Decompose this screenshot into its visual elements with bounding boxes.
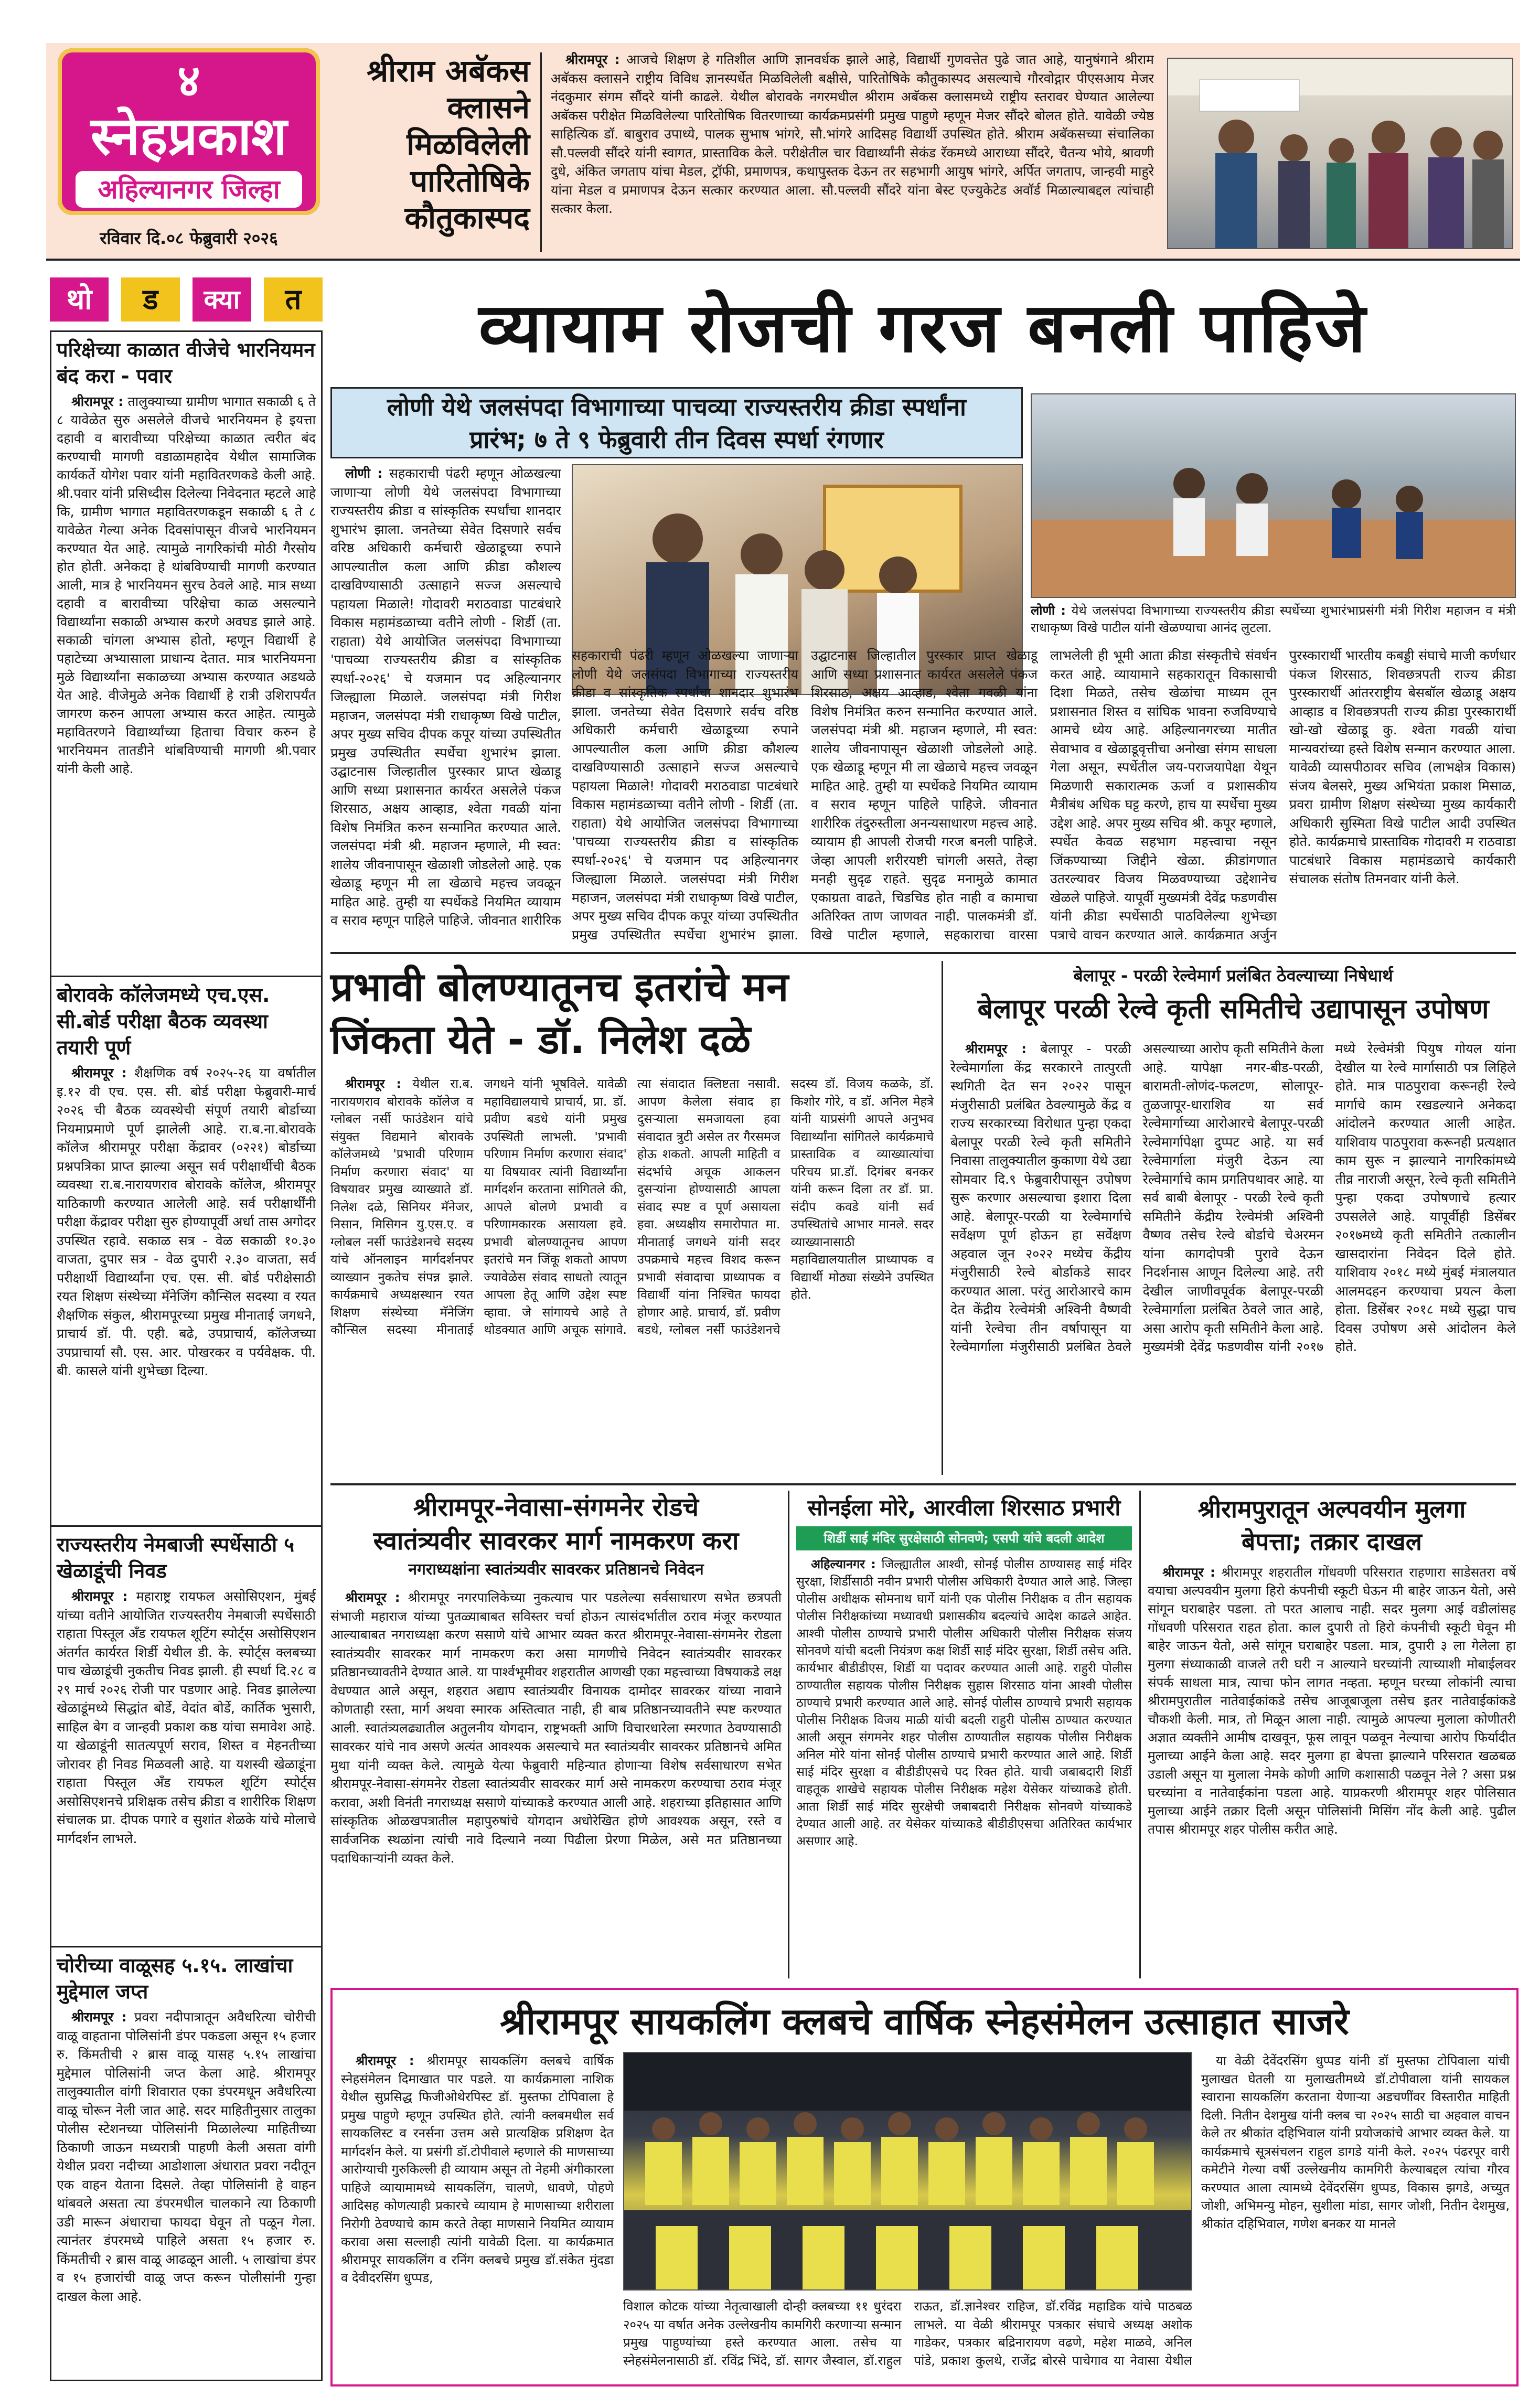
lead-body-columns xyxy=(572,646,1516,945)
cycling-body-left xyxy=(341,2052,614,2377)
article-text: आजचे शिक्षण हे गतिशील आणि ज्ञानवर्धक झाले आहे, विद्यार्थी गुणवत्तेत पुढे जात आहे, यानुषंगाने श्रीराम अबॅकस क्लासने राष्ट्रीय विविध ज्ञानस्पर्धेत मिळविलेली बक्षीसे, पारितोषिके कौतुकास्पद असल्याचे गौरवोद्गार पीएसआय मेजर नंदकुमार संगम सौंदरे यांनी काढले. येथील बोरावके नगरमधील श्रीराम अबॅकस क्लासमध्ये राष्ट्रीय स्तरावर घेण्यात आलेल्या अबॅकस परीक्षेत मिळविलेल्या पारितोषिक वितरणाच्या कार्यक्रमप्रसंगी प्रमुख पाहुणे म्हणून मेजर सौंदरे बोलत होते. यावेळी ज्येष्ठ साहित्यिक डॉ. बाबुराव उपाध्ये, पालक सुभाष भांगरे, सौ.भांगरे आदिसह विद्यार्थी उपस्थित होते. श्रीराम अबॅकसच्या संचालिका सौ.पल्लवी सौंदरे यांनी स्वागत, प्रास्ताविक केले. परीक्षेतील चार विद्यार्थ्यांनी सेकंड रॅकमध्ये आराध्या सौंदरे, चैतन्य भोये, श्रावणी दुधे, अंकित जगताप यांचा मेडल, ट्रॉफी, प्रमाणपत्र, कथापुस्तक देऊन तर सहभागी आयुष भांगरे, अर्पित जगताप, जान्हवी माहुरे यांना मेडल व प्रमाणपत्र देऊन सत्कार करण्यात आला. सौ.पल्लवी सौंदरे यांना बेस्ट एज्युकेटेड अवॉर्ड मिळाल्याबद्दल त्यांचाही सत्कार केला. xyxy=(551,52,1154,216)
dateline: श्रीरामपूर : xyxy=(965,1041,1027,1056)
savarkar-subheadline: नगराध्यक्षांना स्वातंत्र्यवीर सावरकर प्रतिष्ठानचे निवेदन xyxy=(408,1560,704,1579)
paper-title: स्नेहप्रकाश xyxy=(90,105,287,167)
lead-photo-caption xyxy=(1031,602,1516,639)
missing-body xyxy=(1148,1563,1516,1976)
page-number: ४ xyxy=(177,55,200,106)
lead-subheadline-1: लोणी येथे जलसंपदा विभागाच्या पाचव्या राज्यस्तरीय क्रीडा स्पर्धांना xyxy=(387,393,966,421)
sidebar-headline: चोरीच्या वाळूसह ५.१५. लाखांचा मुद्देमाल जप्त xyxy=(57,1954,293,2003)
dateline: श्रीरामपूर : xyxy=(71,2009,127,2025)
cycling-headline: श्रीरामपूर सायकलिंग क्लबचे वार्षिक स्नेहसंमेलन उत्साहात साजरे xyxy=(500,2000,1349,2043)
railway-kicker: बेलापूर - परळी रेल्वेमार्ग प्रलंबित ठेवल्याच्या निषेधार्थ xyxy=(1073,966,1393,986)
dateline: श्रीरामपूर : xyxy=(345,1590,400,1605)
article-text: तालुक्याच्या ग्रामीण भागात सकाळी ६ ते ८ यावेळेत सुरु असलेले वीजचे भारनियमन हे इयत्ता दहावी व बारावीच्या परिक्षेच्या काळात त्वरीत बंद करण्याची मागणी वडाळामहादेव येथील सामाजिक कार्यकर्ते योगेश पवार यांनी महावितरणकडे केली आहे. श्री.पवार यांनी प्रसिध्दीस दिलेल्या निवेदनात म्हटले आहे कि, ग्रामीण भागात महावितरणकडून सकाळी ६ ते ८ यावेळेत गेल्या अनेक दिवसांपासून वीजचे भारनियमन करण्यात येत आहे. त्यामुळे नागरिकांची मोठी गैरसोय होत होती. अनेकदा हे थांबविण्याची मागणी करण्यात आली, मात्र हे भारनियमन सुरच ठेवले आहे. मात्र सध्या दहावी व बारावीच्या परिक्षेचा काळ असल्याने विद्यार्थ्यांना सकाळी अभ्यास करणे अवघड झाले आहे. सकाळी चांगला अभ्यास होतो, म्हणून विद्यार्थी हे पहाटेच्या अभ्यासाला प्राधान्य देतात. मात्र भारनियमना मुळे विद्यार्थ्यांना सकाळच्या अभ्यास करण्यात अडथळे येत आहे. वीजेमुळे अनेक विद्यार्थी हे रात्री उशिरापर्यंत जागरण करुन आपला अभ्यास करत आहेत. त्यामुळे महावितरणने विद्यार्थ्यांच्या हिताचा विचार करुन हे भारनियमन तातडीने थांबविण्याची मागणी श्री.पवार यांनी केली आहे. xyxy=(57,394,316,776)
missing-headline xyxy=(1148,1493,1516,1558)
abacus-headline xyxy=(336,52,530,236)
edition-label xyxy=(76,171,302,208)
column-divider xyxy=(1139,1491,1141,1978)
sidebar-article xyxy=(57,1532,316,1939)
sidebar-article xyxy=(57,982,316,1520)
article-text-continued: सहकाराची पंढरी म्हणून ओळखल्या जाणाऱ्या लोणी येथे जलसंपदा विभागाच्या राज्यस्तरीय क्रीडा व सांस्कृतिक स्पर्धांचा शानदार शुभारंभ झाला. जनतेच्या सेवेत दिसणारे सर्वच वरिष्ठ अधिकारी कर्मचारी खेळाडूच्या रुपाने आपल्यातील कला आणि क्रीडा कौशल्य दाखविण्यासाठी उत्साहाने सज्ज असल्याचे पहायला मिळाले! गोदावरी मराठवाडा पाटबंधारे विकास महामंडळाच्या वतीने लोणी - शिर्डी (ता. राहाता) येथे आयोजित जलसंपदा विभागाच्या 'पाचव्या राज्यस्तरीय क्रीडा व सांस्कृतिक स्पर्धा-२०२६' चे यजमान पद अहिल्यानगर जिल्ह्याला मिळाले. जलसंपदा मंत्री गिरीश महाजन, जलसंपदा मंत्री राधाकृष्ण विखे पाटील, अपर मुख्य सचिव दीपक कपूर यांच्या उपस्थितीत प्रमुख उपस्थितीत स्पर्धेचा शुभारंभ झाला. उद्घाटनास जिल्हातील पुरस्कार प्राप्त खेळाडू आणि सध्या प्रशासनात कार्यरत असलेले पंकज शिरसाठ, अक्षय आव्हाड, श्वेता गवळी यांना विशेष निमंत्रित करुन सन्मानित करण्यात आले. जलसंपदा मंत्री श्री. महाजन म्हणाले, मी स्वत: शालेय जीवनापासून खेळाशी जोडलेलो आहे. एक खेळाडू म्हणून मी ला खेळाचे महत्त्व जवळून माहित आहे. तुम्ही या स्पर्धेकडे नियमित व्यायाम व सराव म्हणून पाहिले पाहिजे. जीवनात शारीरिक तंदुरुस्तीला अनन्यसाधारण महत्त्व आहे. व्यायाम ही आपली रोजची गरज बनली पाहिजे. जेव्हा आपली शरीरयष्टी चांगली असते, तेव्हा मनही सुदृढ राहते. सुदृढ मनामुळे कामात एकाग्रता वाढते, चिडचिड होत नाही व कामाचा अतिरिक्त ताण जाणवत नाही. पालकमंत्री डॉ. विखे पाटील म्हणाले, सहकाराचा वारसा लाभलेली ही भूमी आता क्रीडा संस्कृतीचे संवर्धन करत आहे. व्यायामाने सहकारातून विकासाची दिशा मिळते, तसेच खेळांचा माध्यम तून प्रशासनात शिस्त व सांघिक भावना रुजविण्याचे आमचे ध्येय आहे. अहिल्यानगरच्या मातीत सेवाभाव व खेळाडूवृत्तीचा अनोखा संगम साधला गेला असून, स्पर्धेतील जय-पराजयापेक्षा येथून मिळणारी सकारात्मक ऊर्जा व प्रशासकीय मैत्रीबंध अधिक घट्ट करणे, हाच या स्पर्धेचा मुख्य उद्देश आहे. अपर मुख्य सचिव श्री. कपूर म्हणाले, स्पर्धेत केवळ सहभाग महत्त्वाचा नसून जिंकण्याच्या जिद्दीने खेळा. क्रीडांगणात उतरल्यावर विजय मिळवण्याच्या उद्देशानेच खेळले पाहिजे. यापूर्वी मुख्यमंत्री देवेंद्र फडणवीस यांनी क्रीडा स्पर्धेसाठी पाठविलेल्या शुभेच्छा पत्राचे वाचन करण्यात आले. कार्यक्रमात अर्जुन पुरस्कारार्थी भारतीय कबड्डी संघाचे माजी कर्णधार पंकज शिरसाठ, शिवछत्रपती राज्य क्रीडा पुरस्कारार्थी आंतरराष्ट्रीय बेसबॉल खेळाडू अक्षय आव्हाड व शिवछत्रपती राज्य क्रीडा पुरस्कारार्थी खो-खो खेळाडू कु. श्वेता गवळी यांचा मान्यवरांच्या हस्ते विशेष सन्मान करण्यात आला. यावेळी व्यासपीठावर सचिव (लाभक्षेत्र विकास) संजय बेलसरे, मुख्य अभियंता प्रकाश मिसाळ, प्रवरा ग्रामीण शिक्षण संस्थेच्या मुख्य कार्यकारी अधिकारी सुस्मिता विखे पाटील आदी उपस्थित होते. कार्यक्रमाचे प्रास्ताविक गोदावरी म राठवाडा पाटबंधारे विकास महामंडळाचे कार्यकारी संचालक संतोष तिमनवार यांनी केले. xyxy=(572,648,1516,943)
sidebar-body xyxy=(57,2008,316,2375)
abacus-headline-line: मिळविलेली xyxy=(407,126,530,162)
sidebar-headline: बोरावके कॉलेजमध्ये एच.एस. सी.बोर्ड परीक्षा बैठक व्यवस्था तयारी पूर्ण xyxy=(57,983,270,1059)
caption-text: येथे जलसंपदा विभागाच्या राज्यस्तरीय क्रीडा स्पर्धेच्या शुभारंभाप्रसंगी मंत्री गिरीश महाजन व मंत्री राधाकृष्ण विखे पाटील यांनी खेळण्याचा आनंद लुटला. xyxy=(1031,603,1516,635)
masthead-logo xyxy=(58,48,320,215)
section-divider xyxy=(330,1483,1516,1485)
sidebar-body xyxy=(57,392,316,980)
group-photo-illustration xyxy=(1168,59,1513,249)
savarkar-headline-line: स्वातंत्र्यवीर सावरकर मार्ग नामकरण करा xyxy=(373,1526,739,1556)
police-subheadline-box xyxy=(796,1526,1132,1550)
dateline: श्रीरामपूर : xyxy=(356,2053,414,2068)
sidebar-divider xyxy=(51,976,321,977)
sidebar-headline: परिक्षेच्या काळात वीजेचे भारनियमन बंद करा - पवार xyxy=(57,338,315,388)
cycling-body-right xyxy=(1201,2052,1510,2377)
sidebar-headline: राज्यस्तरीय नेमबाजी स्पर्धेसाठी ५ खेळाडूंची निवड xyxy=(57,1533,295,1582)
cycling-mid-paragraph xyxy=(623,2297,1192,2379)
dateline: श्रीरामपूर : xyxy=(71,394,124,409)
article-text: जिल्ह्यातील आश्वी, सोनई पोलीस ठाण्यासह साई मंदिर सुरक्षा, शिर्डीसाठी नवीन प्रभारी पोलीस अधिकारी देण्यात आले आहे. जिल्हा पोलीस अधीक्षक सोमनाथ घार्गे यांनी एक पोलीस निरीक्षक व तीन सहायक पोलीस निरीक्षकांच्या मध्यावधी प्रशासकीय बदल्यांचे आदेश काढले आहेत. आश्वी पोलीस ठाण्याचे प्रभारी पोलीस अधिकारी पोलीस निरीक्षक संजय सोनवणे यांची बदली नियंत्रण कक्ष शिर्डी साई मंदिर सुरक्षा, शिर्डी तसेच अति. कार्यभार बीडीडीएस, शिर्डी या पदावर करण्यात आली आहे. राहुरी पोलीस ठाण्यातील सहायक पोलीस निरीक्षक सुहास शिरसाठ यांना आश्वी पोलीस ठाण्याचे प्रभारी करण्यात आले आहे. सोनई पोलीस ठाण्याचे प्रभारी सहायक पोलीस निरीक्षक विजय माळी यांची बदली राहुरी पोलीस ठाण्यात करण्यात आली असून संगमनेर शहर पोलीस ठाण्यातील सहायक पोलीस निरीक्षक अनिल मोरे यांना सोनई पोलीस ठाण्याचे प्रभारी करण्यात आले आहे. शिर्डी साई मंदिर सुरक्षा व बीडीडीएसचे पद रिक्त होते. याची जबाबदारी शिर्डी वाहतूक शाखेचे सहायक पोलीस निरीक्षक महेश येसेकर यांच्याकडे होती. आता शिर्डी साई मंदिर सुरक्षेची जबाबदारी निरीक्षक सोनवणे यांच्याकडे देण्यात आली आहे. तर येसेकर यांच्याकडे बीडीडीएसचा अतिरिक्त कार्यभार असणार आहे. xyxy=(796,1557,1132,1848)
edition-text: अहिल्यानगर जिल्हा xyxy=(98,174,280,205)
dateline: श्रीरामपूर : xyxy=(71,1065,127,1080)
speech-headline-line: प्रभावी बोलण्यातूनच इतरांचे मन xyxy=(330,964,789,1010)
brief-letter-1: थो xyxy=(50,277,109,322)
lead-subheadline-box xyxy=(330,387,1023,458)
kabaddi-photo-illustration xyxy=(1032,394,1516,598)
dateline: लोणी : xyxy=(345,466,383,481)
lead-headline: व्यायाम रोजची गरज बनली पाहिजे xyxy=(478,288,1368,368)
article-text: श्रीरामपूर नगरपालिकेच्या नुकत्याच पार पडलेल्या सर्वसाधारण सभेत छत्रपती संभाजी महाराज यांच्या पुतळ्याबाबत सविस्तर चर्चा होऊन त्यासंदर्भातील ठराव मंजूर करण्यात आल्याबाबत नगराध्यक्षा करण ससाणे यांचे आभार व्यक्त करत श्रीरामपूर-नेवासा-संगमनेर रोडला स्वातंत्र्यवीर सावरकर मार्ग नामकरण करा असा मागणीचे निवेदन स्वातंत्र्यवीर सावरकर प्रतिष्ठानच्यावतीने देण्यात आले. या पार्श्वभूमीवर शहरातील आणखी एका महत्त्वाच्या विषयाकडे लक्ष वेधण्यात आले असून, शहरात अद्याप स्वातंत्र्यवीर विनायक दामोदर सावरकर यांच्या नावाने कोणताही रस्ता, मार्ग अथवा स्मारक अस्तित्वात नाही, ही बाब प्रतिष्ठानच्यावतीने स्पष्ट करण्यात आली. स्वातंत्र्यलढ्यातील अतुलनीय योगदान, राष्ट्रभक्ती आणि विचारधारेला स्मरणात ठेवण्यासाठी सावरकर यांचे नाव असणे अत्यंत आवश्यक असल्याचे मत स्वातंत्र्यवीर सावरकर प्रतिष्ठानचे अमित मुथा यांनी व्यक्त केले. त्यामुळे येत्या फेब्रुवारी महिन्यात होणाऱ्या विशेष सर्वसाधारण सभेत श्रीरामपूर-नेवासा-संगमनेर रोडला स्वातंत्र्यवीर सावरकर मार्ग असे नामकरण करण्याचा ठराव मंजूर करावा, अशी विनंती नगराध्यक्ष ससाणे यांच्याकडे करण्यात आली आहे. शहराच्या इतिहासात आणि सांस्कृतिक ओळखपत्रातील महापुरुषांचे योगदान अधोरेखित होणे आवश्यक असून, रस्ते व सार्वजनिक स्थळांना त्यांची नावे दिल्याने नव्या पिढीला प्रेरणा मिळेल, असे मत प्रतिष्ठानच्या पदाधिकाऱ्यांनी व्यक्त केले. xyxy=(330,1590,782,1866)
brief-letter-3: क्या xyxy=(193,277,251,322)
brief-letter-2: ड xyxy=(121,277,180,322)
article-text: सहकाराची पंढरी म्हणून ओळखल्या जाणाऱ्या लोणी येथे जलसंपदा विभागाच्या राज्यस्तरीय क्रीडा व सांस्कृतिक स्पर्धांचा शानदार शुभारंभ झाला. जनतेच्या सेवेत दिसणारे सर्वच वरिष्ठ अधिकारी कर्मचारी खेळाडूच्या रुपाने आपल्यातील कला आणि क्रीडा कौशल्य दाखविण्यासाठी उत्साहाने सज्ज असल्याचे पहायला मिळाले! गोदावरी मराठवाडा पाटबंधारे विकास महामंडळाच्या वतीने लोणी - शिर्डी (ता. राहाता) येथे आयोजित जलसंपदा विभागाच्या 'पाचव्या राज्यस्तरीय क्रीडा व सांस्कृतिक स्पर्धा-२०२६' चे यजमान पद अहिल्यानगर जिल्ह्याला मिळाले. जलसंपदा मंत्री गिरीश महाजन, जलसंपदा मंत्री राधाकृष्ण विखे पाटील, अपर मुख्य सचिव दीपक कपूर यांच्या उपस्थितीत प्रमुख उपस्थितीत स्पर्धेचा शुभारंभ झाला. उद्घाटनास जिल्हातील पुरस्कार प्राप्त खेळाडू आणि सध्या प्रशासनात कार्यरत असलेले पंकज शिरसाठ, अक्षय आव्हाड, श्वेता गवळी यांना विशेष निमंत्रित करुन सन्मानित करण्यात आले. जलसंपदा मंत्री श्री. महाजन म्हणाले, मी स्वत: शालेय जीवनापासून खेळाशी जोडलेलो आहे. एक खेळाडू म्हणून मी ला खेळाचे महत्त्व जवळून माहित आहे. तुम्ही या स्पर्धेकडे नियमित व्यायाम व सराव म्हणून पाहिले पाहिजे. जीवनात शारीरिक xyxy=(330,466,561,928)
dateline: अहिल्यानगर : xyxy=(811,1557,876,1571)
brief-header xyxy=(50,274,323,324)
article-text: बेलापूर - परळी रेल्वेमार्गाला केंद्र सरकारने तात्पुरती स्थगिती देत सन २०२२ पासून मंजुरीसाठी प्रलंबित ठेवल्यामुळे केंद्र व राज्य सरकारच्या विरोधात पुन्हा एकदा बेलापूर परळी रेल्वे कृती समितीने निवासा तालुक्यातील कुकाणा येथे उद्या सोमवार दि.९ फेब्रुवारीपासून उपोषण सुरू करणार असल्याचा इशारा दिला आहे. बेलापूर-परळी या रेल्वेमार्गाचे सर्वेक्षण पूर्ण होऊन हा सर्वेक्षण अहवाल जून २०२२ मध्येच केंद्रीय मंजुरीसाठी रेल्वे बोर्डाकडे सादर करण्यात आला. परंतु आरोआरचे काम देत केंद्रीय रेल्वेमंत्री अश्विनी वैष्णवी यांनी रेल्वेचा तीन वर्षापासून या रेल्वेमार्गाला मंजुरीसाठी प्रलंबित ठेवले असल्याच्या आरोप कृती समितीने केला आहे. यापेक्षा नगर-बीड-परळी, बारामती-लोणंद-फलटण, सोलापूर-तुळजापूर-धाराशिव या सर्व रेल्वेमार्गाच्या आरोआरचे बेलापूर-परळी रेल्वेमार्गापेक्षा दुप्पट आहे. या सर्व रेल्वेमार्गाला मंजुरी देऊन त्या रेल्वेमार्गाचे काम प्रगतिपथावर आहे. या सर्व बाबी बेलापूर - परळी रेल्वे कृती समितीने केंद्रीय रेल्वेमंत्री अश्विनी वैष्णव तसेच रेल्वे बोर्डाचे चेअरमन यांना कागदोपत्री पुरावे देऊन निदर्शनास आणून दिलेल्या आहे. तरी देखील जाणीवपूर्वक बेलापूर-परळी रेल्वेमार्गाला प्रलंबित ठेवले जात आहे, असा आरोप कृती समितीने केला आहे. मुख्यमंत्री देवेंद्र फडणवीस यांनी २०१७ मध्ये रेल्वेमंत्री पियुष गोयल यांना देखील या रेल्वे मार्गासाठी पत्र लिहिले होते. मात्र पाठपुरावा करूनही रेल्वे मार्गाचे काम रखडल्याने अनेकदा आंदोलने करण्यात आली आहेत. याशिवाय पाठपुरावा करूनही प्रत्यक्षात काम सुरू न झाल्याने नागरिकांमध्ये तीव्र नाराजी असून, रेल्वे कृती समितीने पुन्हा एकदा उपोषणाचे हत्यार उपसलेले आहे. यापूर्वीही डिसेंबर २०१७मध्ये कृती समितीने तत्कालीन खासदारांना निवेदन दिले होते. याशिवाय २०१८ मध्ये मुंबई मंत्रालयात आलमदहन करण्याचा प्रयत्न केला होता. डिसेंबर २०१८ मध्ये सुद्धा पाच दिवस उपोषण असे आंदोलन केले होते. xyxy=(950,1041,1516,1354)
lead-subheadline-2: प्रारंभ; ७ ते ९ फेब्रुवारी तीन दिवस स्पर्धा रंगणार xyxy=(469,425,884,454)
lead-photo-kabaddi xyxy=(1031,393,1516,598)
abacus-headline-line: कौतुकास्पद xyxy=(404,200,530,236)
abacus-photo xyxy=(1167,58,1513,249)
speech-headline-line: जिंकता येते - डॉ. निलेश दळे xyxy=(330,1016,751,1063)
speech-headline xyxy=(330,961,934,1066)
article-text: श्रीरामपूर सायकलिंग क्लबचे वार्षिक स्नेहसंमेलन दिमाखात पार पडले. या कार्यक्रमाला नाशिक येथील सुप्रसिद्ध फिजीओथेरपिस्ट डॉ. मुस्तफा टोपिवाला हे प्रमुख पाहुणे म्हणून उपस्थित होते. त्यांनी क्लबमधील सर्व सायकलिस्ट व रनर्सना उत्तम असे प्रात्यक्षिक प्रशिक्षण देत मार्गदर्शन केले. या प्रसंगी डॉ.टोपीवाले म्हणाले की माणसाच्या आरोग्याची गुरुकिल्ली ही व्यायाम असून तो नेहमी अंगीकारला पाहिजे व्यायामामध्ये सायकलिंग, चालणे, धावणे, पोहणे आदिसह कोणत्याही प्रकारचे व्यायाम हे माणसाच्या शरीराला निरोगी ठेवण्याचे काम करते तेव्हा माणसाने नियमित व्यायाम करावा असा सल्लाही त्यांनी यावेळी दिला. या कार्यक्रमात श्रीरामपूर सायकलिंग व रनिंग क्लबचे प्रमुख डॉ.संकेत मुंदडा व देवीदरसिंग धुप्पड, xyxy=(341,2053,614,2285)
abacus-headline-line: क्लासने xyxy=(447,90,530,125)
section-divider xyxy=(330,952,1516,954)
missing-headline-line: श्रीरामपुरातून अल्पवयीन मुलगा xyxy=(1197,1495,1466,1523)
sidebar-body xyxy=(57,1064,316,1520)
police-body xyxy=(796,1556,1132,1976)
column-divider xyxy=(942,961,943,1475)
abacus-headline-line: पारितोषिके xyxy=(410,163,530,199)
abacus-divider xyxy=(540,52,542,252)
abacus-headline-line: श्रीराम अबॅकस xyxy=(367,53,530,89)
article-text: महाराष्ट्र रायफल असोसिएशन, मुंबई यांच्या वतीने आयोजित राज्यस्तरीय नेमबाजी स्पर्धेसाठी राहाता पिस्तूल अँड रायफल शूटिंग स्पोर्ट्स असोसिएशन अंतर्गत कार्यरत शिर्डी येथील डी. के. स्पोर्ट्स क्लबच्या पाच खेळाडूंची नुकतीच निवड झाली. ही स्पर्धा दि.२८ व २९ मार्च २०२६ रोजी पार पडणार आहे. निवड झालेल्या खेळाडूंमध्ये सिद्धांत बोर्डे, वेदांत बोर्डे, कार्तिक भुसारी, साहिल बेग व जान्हवी प्रकाश कष्ठ यांचा समावेश आहे. या खेळाडूंनी सातत्यपूर्ण सराव, शिस्त व मेहनतीच्या जोरावर ही निवड मिळवली आहे. या यशस्वी खेळाडूंना राहाता पिस्तूल अँड रायफल शूटिंग स्पोर्ट्स असोसिएशनचे प्रशिक्षक तसेच क्रीडा व शारीरिक शिक्षण संचालक प्रा. दीपक पगारे व सुशांत शेळके यांचे मोलाचे मार्गदर्शन लाभले. xyxy=(57,1589,316,1846)
savarkar-body xyxy=(330,1588,782,1976)
sidebar-divider xyxy=(51,1525,321,1527)
article-text: श्रीरामपूर शहरातील गोंधवणी परिसरात राहणारा साडेसतरा वर्षे वयाचा अल्पवयीन मुलगा हिरो कंपनीची स्कूटी घेऊन मी बाहेर जाऊन येतो, असे सांगून घराबाहेर पडला. तो परत आलाच नाही. सदर मुलगा आई वडीलांसह गोंधवणी परिसरात राहत होता. काल दुपारी तो हिरो कंपनीची स्कूटी घेवून मी बाहेर जाऊन येतो, असे सांगून घराबाहेर पडला. मात्र, दुपारी ३ ला गेलेला हा मुलगा संध्याकाळी वाजले तरी घरी न आल्याने घरच्यांनी त्याच्याशी मोबाईलवर संपर्क साधला मात्र, त्याचा फोन लागत नव्हता. म्हणून घरच्या लोकांनी त्याचा श्रीरामपुरातील नातेवाईकांकडे तसेच आजूबाजूला तसेच इतर नातेवाईकांकडे चौकशी केली. मात्र, तो मिळून आला नाही. त्यामुळे आपल्या मुलाला कोणीतरी अज्ञात व्यक्तीने आमीष दाखवून, फूस लावून पळवून नेल्याचा आरोप फिर्यादीत मुलाच्या आईने केला आहे. सदर मुलगा हा बेपत्ता झाल्याने परिसरात खळबळ उडाली असून या मुलाला नेमके कोणी आणि कशासाठी पळवून नेले ? असा प्रश्न घरच्यांना व नातेवाईकांना पडला आहे. याप्रकरणी श्रीरामपूर शहर पोलिसात मुलाच्या आईने तक्रार दिली असून पोलिसांनी मिसिंग नोंद केली आहे. पुढील तपास श्रीरामपूर शहर पोलीस करीत आहे. xyxy=(1148,1565,1516,1837)
cycling-photo xyxy=(623,2052,1192,2291)
police-headline: सोनईला मोरे, आरवीला शिरसाठ प्रभारी xyxy=(807,1495,1121,1521)
police-subheadline: शिर्डी साई मंदिर सुरक्षेसाठी सोनवणे; एसपी यांचे बदली आदेश xyxy=(824,1531,1105,1546)
savarkar-headline-line: श्रीरामपूर-नेवासा-संगमनेर रोडचे xyxy=(413,1493,699,1522)
article-text: विशाल कोटक यांच्या नेतृत्वाखाली दोन्ही क्लबच्या ११ धुरंदरा २०२५ या वर्षात अनेक उल्लेखनीय कामगिरी करणाऱ्या सन्मान प्रमुख पाहुण्यांच्या हस्ते करण्यात आला. तसेच या स्नेहसंमेलनासाठी डॉ. रविंद्र भिंदे, डॉ. सागर जैस्वाल, डॉ.राहुल राऊत, डॉ.ज्ञानेश्वर राहिज, डॉ.रविंद्र महाडिक यांचे पाठबळ लाभले. या वेळी श्रीरामपूर पत्रकार संघाचे अध्यक्ष अशोक गाडेकर, पत्रकार बद्रिनारायण वढणे, महेश माळवे, अनिल पांडे, प्रकाश कुलथे, राजेंद्र बोरसे पाचेगाव या नेवासा येथील xyxy=(623,2299,1192,2368)
savarkar-headline xyxy=(330,1491,782,1582)
column-divider xyxy=(788,1491,789,1978)
sidebar-article xyxy=(57,1952,316,2375)
article-text: प्रवरा नदीपात्रातून अवैधरित्या चोरीची वाळू वाहताना पोलिसांनी डंपर पकडला असून १५ हजार रु. किंमतीची २ ब्रास वाळू यासह ५.१५ लाखांचा मुद्देमाल पोलिसांनी जप्त केला आहे. श्रीरामपूर तालुक्यातील वांगी शिवारात एका डंपरमधून अवैधरित्या वाळू चोरून नेली जात आहे. सदर माहितीनुसार तालुका पोलीस स्टेशनच्या पोलिसांनी मिळालेल्या माहितीच्या ठिकाणी जाऊन मध्यरात्री पाहणी केली असता वांगी येथील प्रवरा नदीच्या आडोशाला अंधारात प्रवरा नदीतून एक वाहन येताना दिसले. तेव्हा पोलिसांनी हे वाहन थांबवले असता त्या डंपरमधील चालकाने त्या ठिकाणी उडी मारून अंधाराचा फायदा घेवून तो पळून गेला. त्यानंतर डंपरमध्ये पाहिले असता १५ हजार रु. किंमतीची २ ब्रास वाळू आढळून आली. ५ लाखांचा डंपर व १५ हजारांची वाळू जप्त करून पोलीसांनी गुन्हा दाखल केला आहे. xyxy=(57,2009,316,2304)
article-text: या वेळी देवेंदरसिंग धुप्पड यांनी डॉ मुस्तफा टोपिवाला यांची मुलाखत घेतली या मुलाखतीमध्ये डॉ.टोपीवाला यांनी सायकल स्वाराना सायकलिंग करताना येणाऱ्या अडचणींवर विस्तारीत माहिती दिली. नितीन देशमुख यांनी क्लब चा २०२५ साठी चा अहवाल वाचन केले तर श्रीकांत दहिभिवाल यांनी प्रयोजकांचे आभार व्यक्त केले. या कार्यक्रमाचे सूत्रसंचलन राहुल डागडे यांनी केले. २०२५ पंढरपूर वारी कमेटीने गेल्या वर्षी उल्लेखनीय कामगिरी केल्याबद्दल त्यांचा गौरव करण्यात आला त्यामध्ये देवेंदरसिंग धुप्पड, विकास झगडे, अच्युत जोशी, अभिमन्यु मोहन, सुशीला मांडा, सागर जोशी, नितीन देशमुख, श्रीकांत दहिभिवाल, गणेश बनकर या मानले xyxy=(1201,2053,1510,2231)
dateline: श्रीरामपूर : xyxy=(71,1589,128,1604)
sidebar-body xyxy=(57,1587,316,1939)
speech-body xyxy=(330,1075,934,1474)
sidebar-divider xyxy=(51,1946,321,1947)
dateline: श्रीरामपूर : xyxy=(1162,1565,1215,1580)
lead-continuation xyxy=(572,646,1516,944)
caption-dateline: लोणी : xyxy=(1031,603,1066,618)
missing-headline-line: बेपत्ता; तक्रार दाखल xyxy=(1242,1527,1422,1556)
cycling-body-mid xyxy=(623,2297,1192,2379)
dateline: श्रीरामपूर : xyxy=(565,52,620,67)
railway-body xyxy=(950,1040,1516,1475)
cycling-group-photo-illustration xyxy=(624,2053,1192,2291)
abacus-article-body xyxy=(551,50,1154,255)
sidebar-article xyxy=(57,337,316,980)
dateline: श्रीरामपूर : xyxy=(345,1076,401,1091)
article-text: येथील रा.ब. नारायणराव बोरावके कॉलेज व ग्लोबल नर्सी फाउंडेशन यांचे संयुक्त विद्यमाने बोरावके कॉलेजमध्ये 'प्रभावी परिणाम निर्माण करणारा संवाद' या विषयावर प्रमुख व्याख्याते डॉ. निलेश दळे, सिनियर मॅनेजर, निसान, मिसिगन यु.एस.ए. व ग्लोबल नर्सी फाउंडेशनचे सदस्य यांचे ऑनलाइन मार्गदर्शनपर व्याख्यान नुकतेच संपन्न झाले. कार्यक्रमाचे अध्यक्षस्थान रयत शिक्षण संस्थेच्या मॅनेजिंग कौन्सिल सदस्या मीनाताई जगधने यांनी भूषविले. यावेळी महाविद्यालयाचे प्राचार्य, प्रा. डॉ. प्रवीण बडधे यांनी प्रमुख उपस्थिती लाभली. 'प्रभावी परिणाम निर्माण करणारा संवाद' या विषयावर त्यांनी विद्यार्थ्यांना मार्गदर्शन करताना सांगितले की, आपले बोलणे प्रभावी व परिणामकारक असायला हवे. प्रभावी बोलण्यातूनच आपण इतरांचे मन जिंकू शकतो आपण ज्यावेळेस संवाद साधतो त्यातून आपला हेतू आणि उद्देश स्पष्ट व्हावा. जे सांगायचे आहे ते थोडक्यात आणि अचूक सांगावे. त्या संवादात क्लिष्टता नसावी. आपण केलेला संवाद हा दुसऱ्याला समजायला हवा संवादात त्रुटी असेल तर गैरसमज होऊ शकतो. आपली माहिती व संदर्भाचे अचूक आकलन दुसऱ्यांना होण्यासाठी आपला संवाद स्पष्ट व पूर्ण असायला हवा. अध्यक्षीय समारोपात मा. मीनाताई जगधने यांनी सदर उपक्रमाचे महत्त्व विशद करून प्रभावी संवादाचा प्राध्यापक व विद्यार्थी यांना निश्चित फायदा होणार आहे. प्राचार्य, डॉ. प्रवीण बडधे, ग्लोबल नर्सी फाउंडेशनचे सदस्य डॉ. विजय कळके, डॉ. किशोर गोरे, व डॉ. अनिल मेहत्रे यांनी याप्रसंगी आपले अनुभव विद्यार्थ्यांना सांगितले कार्यक्रमाचे प्रास्ताविक व व्याख्यात्यांचा परिचय प्रा.डॉ. दिगंबर बनकर यांनी करून दिला तर डॉ. प्रा. संदीप कवडे यांनी सर्व उपस्थितांचे आभार मानले. सदर व्याख्यानासाठी महाविद्यालयातील प्राध्यापक व विद्यार्थी मोठ्या संख्येने उपस्थित होते. xyxy=(330,1076,934,1337)
article-text: शैक्षणिक वर्ष २०२५-२६ या वर्षातील इ.१२ वी एच. एस. सी. बोर्ड परीक्षा फेब्रुवारी-मार्च २०२६ ची बैठक व्यवस्थेची संपूर्ण तयारी बोर्डाच्या नियमाप्रमाणे पूर्ण झालेली आहे. रा.ब.ना.बोरावके कॉलेज श्रीरामपूर परीक्षा केंद्रावर (०२२१) बोर्डाच्या प्रश्नपत्रिका प्राप्त झाल्या असून सर्व परीक्षार्थीची बैठक व्यवस्था रा.ब.नारायणराव बोरावके कॉलेज, श्रीरामपूर याठिकाणी करण्यात आलेली आहे. सर्व परीक्षार्थींनी परीक्षा केंद्रावर परीक्षा सुरु होण्यापूर्वी अर्धा तास अगोदर उपस्थित रहावे. सकाळ सत्र - वेळ सकाळी १०.३० वाजता, दुपार सत्र - वेळ दुपारी २.३० वाजता, सर्व परीक्षार्थी विद्यार्थ्यांना एच. एस. सी. बोर्ड परीक्षेसाठी रयत शिक्षण संस्थेच्या मॅनेजिंग कौन्सिल सदस्या व रयत शैक्षणिक संकुल, श्रीरामपूरच्या प्रमुख मीनाताई जगधने, प्राचार्य डॉ. पी. एही. बढे, उपप्राचार्य, कॉलेजच्या उपप्राचार्या सौ. एस. आर. पोखरकर व पर्यवेक्षक. पी. बी. कासले यांनी शुभेच्छा दिल्या. xyxy=(57,1065,316,1378)
issue-date: रविवार दि.०८ फेब्रुवारी २०२६ xyxy=(100,228,278,248)
lead-body-left xyxy=(330,464,561,947)
brief-letter-4: त xyxy=(264,277,323,322)
railway-headline: बेलापूर परळी रेल्वे कृती समितीचे उद्यापासून उपोषण xyxy=(977,993,1489,1025)
